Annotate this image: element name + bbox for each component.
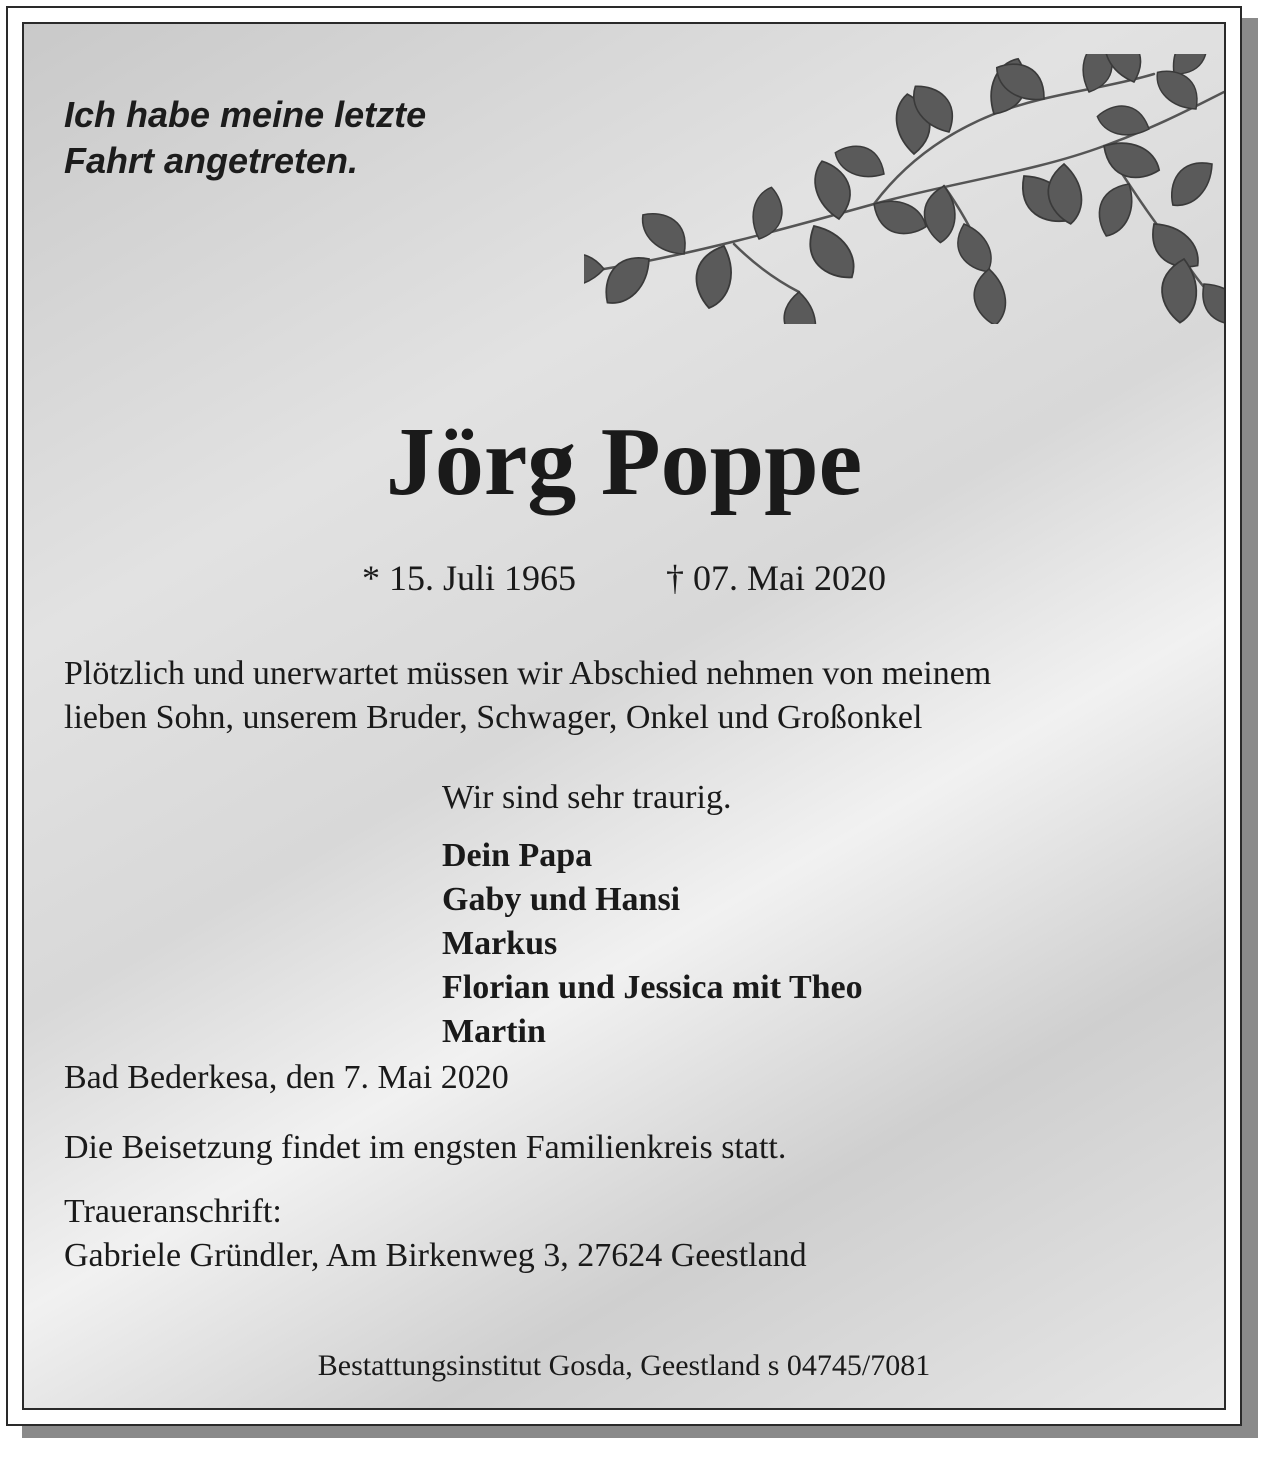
condolence-address [64, 1190, 807, 1278]
motto-line-1: Ich habe meine letzte [64, 94, 427, 135]
funeral-home: Bestattungsinstitut Gosda, Geestland s 04745/7081 [317, 1349, 931, 1382]
deceased-name: Jörg Poppe [385, 408, 863, 516]
place-date: Bad Bederkesa, den 7. Mai 2020 [64, 1059, 509, 1096]
mourner: Martin [442, 1013, 546, 1050]
intro-line-1: Plötzlich und unerwartet müssen wir Abschied nehmen von meinem [64, 655, 992, 692]
mourner: Gaby und Hansi [442, 881, 681, 918]
intro-line-2: lieben Sohn, unserem Bruder, Schwager, Onkel und Großonkel [64, 699, 923, 736]
burial-note: Die Beisetzung findet im engsten Familienkreis statt. [64, 1129, 787, 1166]
intro-text [64, 652, 1204, 740]
death-date: † 07. Mai 2020 [666, 558, 886, 598]
mourner: Florian und Jessica mit Theo [442, 969, 863, 1006]
birth-date: * 15. Juli 1965 [361, 558, 576, 598]
life-dates [24, 556, 1224, 600]
condolence-address-value: Gabriele Gründler, Am Birkenweg 3, 27624 Geestland [64, 1237, 807, 1274]
condolence-address-label: Traueranschrift: [64, 1193, 282, 1230]
mourners-list [442, 834, 863, 1054]
mourner: Dein Papa [442, 837, 593, 874]
mourner: Markus [442, 925, 558, 962]
obituary-panel [22, 22, 1226, 1410]
obituary-card [6, 6, 1242, 1426]
motto [64, 92, 426, 184]
sad-text: Wir sind sehr traurig. [442, 779, 732, 816]
birch-branch-illustration [584, 54, 1224, 324]
motto-line-2: Fahrt angetreten. [64, 140, 359, 181]
